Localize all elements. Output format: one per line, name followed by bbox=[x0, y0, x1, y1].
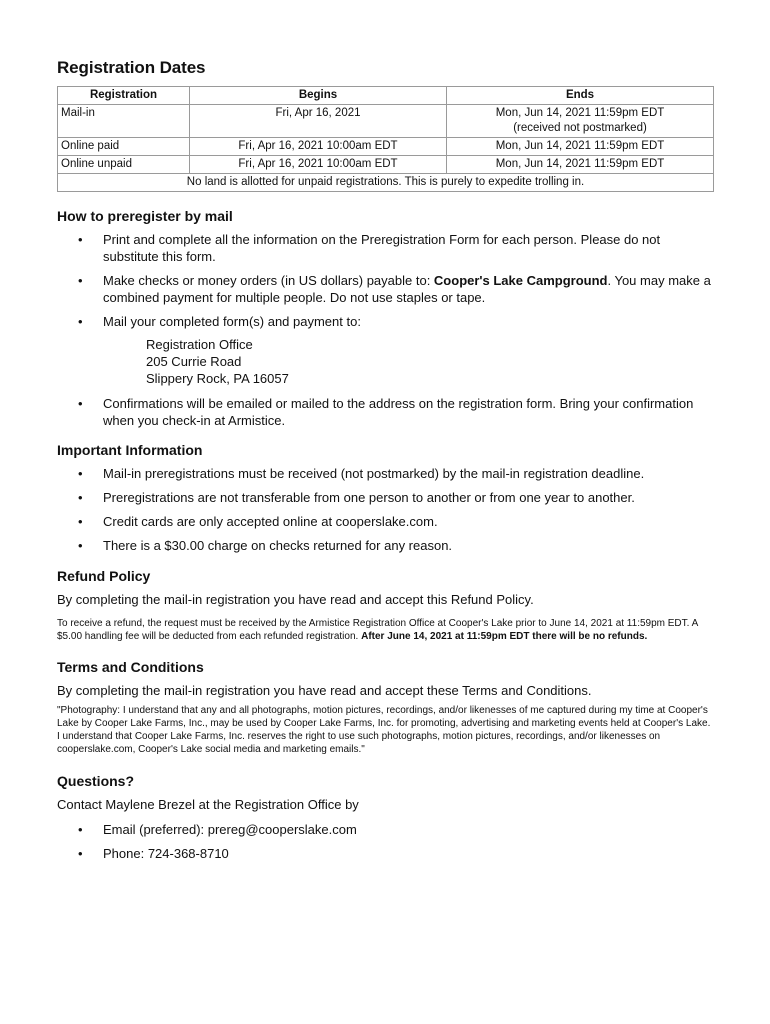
preregister-section bbox=[57, 208, 714, 429]
list-item-text: Credit cards are only accepted online at cooperslake.com. bbox=[103, 514, 438, 529]
questions-intro: Contact Maylene Brezel at the Registration Office by bbox=[57, 797, 359, 812]
address-line: 205 Currie Road bbox=[146, 354, 242, 369]
list-item bbox=[57, 465, 714, 482]
table-row bbox=[58, 105, 714, 138]
list-item-text: Print and complete all the information on the Preregistration Form for each person. Please do not substitute this form. bbox=[103, 232, 661, 264]
list-item-text: Confirmations will be emailed or mailed to the address on the registration form. Bring your confirmation when you check-in at Armistice. bbox=[103, 396, 694, 428]
registration-dates-table bbox=[57, 86, 714, 192]
contact-phone: Phone: 724-368-8710 bbox=[103, 846, 229, 861]
row-type: Mail-in bbox=[58, 105, 190, 138]
bullet-icon: • bbox=[78, 538, 83, 553]
terms-section bbox=[57, 659, 714, 756]
bullet-icon: • bbox=[78, 846, 83, 861]
bullet-icon: • bbox=[78, 314, 83, 329]
header-begins: Begins bbox=[190, 87, 447, 105]
mailing-address bbox=[146, 336, 714, 387]
questions-section bbox=[57, 773, 714, 862]
bullet-icon: • bbox=[78, 273, 83, 288]
questions-title: Questions? bbox=[57, 773, 135, 789]
list-item-text: Mail your completed form(s) and payment to: bbox=[103, 314, 361, 329]
row-type: Online paid bbox=[58, 138, 190, 156]
list-item-text: . You may make a combined payment for multiple people. Do not use staples or tape. bbox=[103, 273, 711, 305]
table-note-row bbox=[58, 174, 714, 192]
header-ends: Ends bbox=[447, 87, 714, 105]
row-begins: Fri, Apr 16, 2021 10:00am EDT bbox=[190, 156, 447, 174]
table-note: No land is allotted for unpaid registrations. This is purely to expedite trolling in. bbox=[58, 174, 714, 192]
list-item-text: Preregistrations are not transferable from one person to another or from one year to another. bbox=[103, 490, 635, 505]
list-item-text: Mail-in preregistrations must be received (not postmarked) by the mail-in registration deadline. bbox=[103, 466, 645, 481]
address-line: Slippery Rock, PA 16057 bbox=[146, 371, 289, 386]
list-item bbox=[57, 231, 714, 265]
payee-name: Cooper's Lake Campground bbox=[433, 273, 608, 288]
bullet-icon: • bbox=[78, 514, 83, 529]
list-item bbox=[57, 395, 714, 429]
refund-detail bbox=[57, 617, 714, 643]
bullet-icon: • bbox=[78, 396, 83, 411]
table-row bbox=[58, 138, 714, 156]
document-page bbox=[57, 58, 714, 869]
list-item bbox=[57, 537, 714, 554]
address-line: Registration Office bbox=[146, 337, 253, 352]
row-ends: Mon, Jun 14, 2021 11:59pm EDT bbox=[447, 138, 714, 156]
terms-title: Terms and Conditions bbox=[57, 659, 204, 675]
refund-detail-text: To receive a refund, the request must be received by the Armistice Registration Office at Cooper's Lake prior to June 14, 2021 at 11:59pm EDT. A $5.00 handling fee will be deducted from each refunded registration. bbox=[57, 618, 698, 642]
refund-deadline-warning: After June 14, 2021 at 11:59pm EDT there will be no refunds. bbox=[361, 631, 648, 642]
refund-title: Refund Policy bbox=[57, 568, 151, 584]
refund-intro: By completing the mail-in registration you have read and accept this Refund Policy. bbox=[57, 592, 534, 607]
registration-dates-title: Registration Dates bbox=[57, 58, 206, 77]
important-section bbox=[57, 442, 714, 554]
row-begins: Fri, Apr 16, 2021 10:00am EDT bbox=[190, 138, 447, 156]
row-ends bbox=[447, 105, 714, 138]
bullet-icon: • bbox=[78, 232, 83, 247]
table-header-row bbox=[58, 87, 714, 105]
list-item-text: Make checks or money orders (in US dollars) payable to: bbox=[103, 273, 434, 288]
row-begins: Fri, Apr 16, 2021 bbox=[190, 105, 447, 138]
preregister-list bbox=[57, 231, 714, 330]
list-item-text: There is a $30.00 charge on checks returned for any reason. bbox=[103, 538, 453, 553]
row-type: Online unpaid bbox=[58, 156, 190, 174]
list-item bbox=[57, 313, 714, 330]
important-title: Important Information bbox=[57, 442, 203, 458]
bullet-icon: • bbox=[78, 466, 83, 481]
row-ends-value: Mon, Jun 14, 2021 11:59pm EDT bbox=[495, 107, 665, 119]
bullet-icon: • bbox=[78, 490, 83, 505]
list-item bbox=[57, 272, 714, 306]
header-registration: Registration bbox=[58, 87, 190, 105]
refund-section bbox=[57, 568, 714, 643]
terms-detail: "Photography: I understand that any and all photographs, motion pictures, recordings, and/or likenesses of me captured during my time at Cooper's Lake by Cooper Lake Farms, Inc., may be used by Cooper Lake Farms, Inc. for promoting, advertising and marketing events held at Cooper's Lake. I understand that Cooper Lake Farms, Inc. reserves the right to use such photographs, motion pictures, recordings, and/or likenesses on cooperslake.com, Cooper's Lake social media and marketing emails." bbox=[57, 705, 711, 755]
contact-email: Email (preferred): prereg@cooperslake.com bbox=[103, 822, 357, 837]
preregister-title: How to preregister by mail bbox=[57, 208, 233, 224]
contact-list bbox=[57, 821, 714, 862]
important-list bbox=[57, 465, 714, 554]
row-ends-note: (received not postmarked) bbox=[513, 122, 647, 134]
list-item bbox=[57, 513, 714, 530]
row-ends: Mon, Jun 14, 2021 11:59pm EDT bbox=[447, 156, 714, 174]
bullet-icon: • bbox=[78, 822, 83, 837]
terms-intro: By completing the mail-in registration you have read and accept these Terms and Conditions. bbox=[57, 683, 592, 698]
list-item bbox=[57, 845, 714, 862]
list-item bbox=[57, 821, 714, 838]
preregister-list-continued bbox=[57, 395, 714, 429]
list-item bbox=[57, 489, 714, 506]
table-row bbox=[58, 156, 714, 174]
